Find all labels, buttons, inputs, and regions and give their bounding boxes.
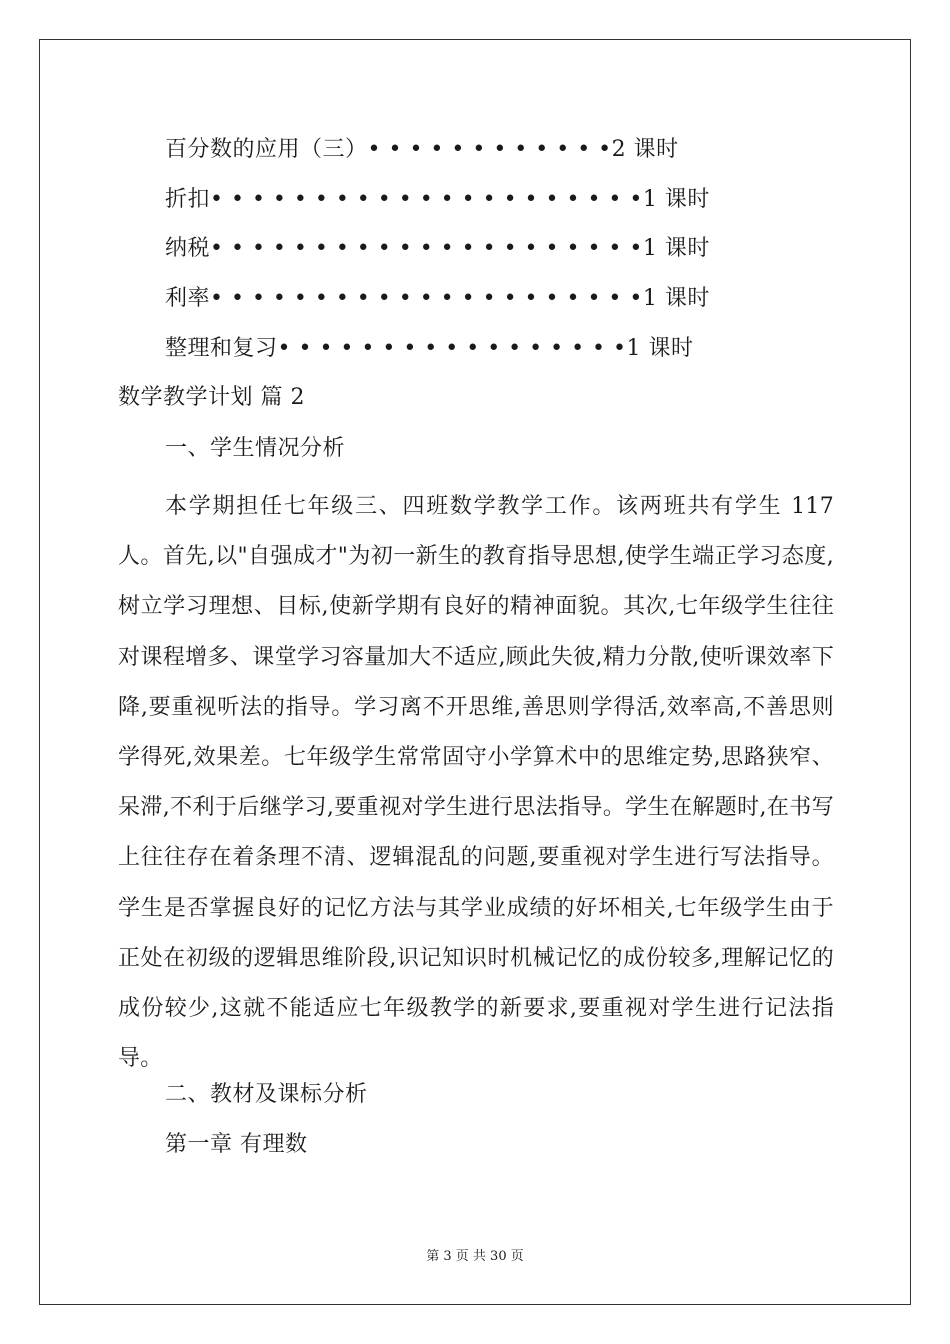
toc-item-tax: 纳税• • • • • • • • • • • • • • • • • • • • •1 课时 xyxy=(165,236,710,261)
heading-textbook-analysis: 二、教材及课标分析 xyxy=(165,1082,368,1107)
toc-item-percent-application: 百分数的应用（三）• • • • • • • • • • • •2 课时 xyxy=(165,137,679,162)
toc-item-discount: 折扣• • • • • • • • • • • • • • • • • • • • •1 课时 xyxy=(165,187,710,212)
student-analysis-paragraph: 本学期担任七年级三、四班数学教学工作。该两班共有学生 117 人。首先,以"自强成才"为初一新生的教育指导思想,使学生端正学习态度,树立学习理想、目标,使新学期有良好的精神面貌。其次,七年级学生往往对课程增多、课堂学习容量加大不适应,顾此失彼,精力分散,使听课效率下降,要重视听法的指导。学习离不开思维,善思则学得活,效率高,不善思则学得死,效果差。七年级学生常常固守小学算术中的思维定势,思路狭窄、呆滞,不利于后继学习,要重视对学生进行思法指导。学生在解题时,在书写上往往存在着条理不清、逻辑混乱的问题,要重视对学生进行写法指导。学生是否掌握良好的记忆方法与其学业成绩的好坏相关,七年级学生由于正处在初级的逻辑思维阶段,识记知识时机械记忆的成份较多,理解记忆的成份较少,这就不能适应七年级教学的新要求,要重视对学生进行记法指导。 xyxy=(118,494,834,1072)
chapter-title: 第一章 有理数 xyxy=(165,1132,308,1157)
toc-item-review: 整理和复习• • • • • • • • • • • • • • • • •1 课时 xyxy=(165,336,694,361)
toc-item-interest-rate: 利率• • • • • • • • • • • • • • • • • • • • •1 课时 xyxy=(165,286,710,311)
page-number-footer: 第 3 页 共 30 页 xyxy=(426,1249,524,1264)
heading-student-analysis: 一、学生情况分析 xyxy=(165,436,346,461)
section-title: 数学教学计划 篇 2 xyxy=(118,385,305,410)
